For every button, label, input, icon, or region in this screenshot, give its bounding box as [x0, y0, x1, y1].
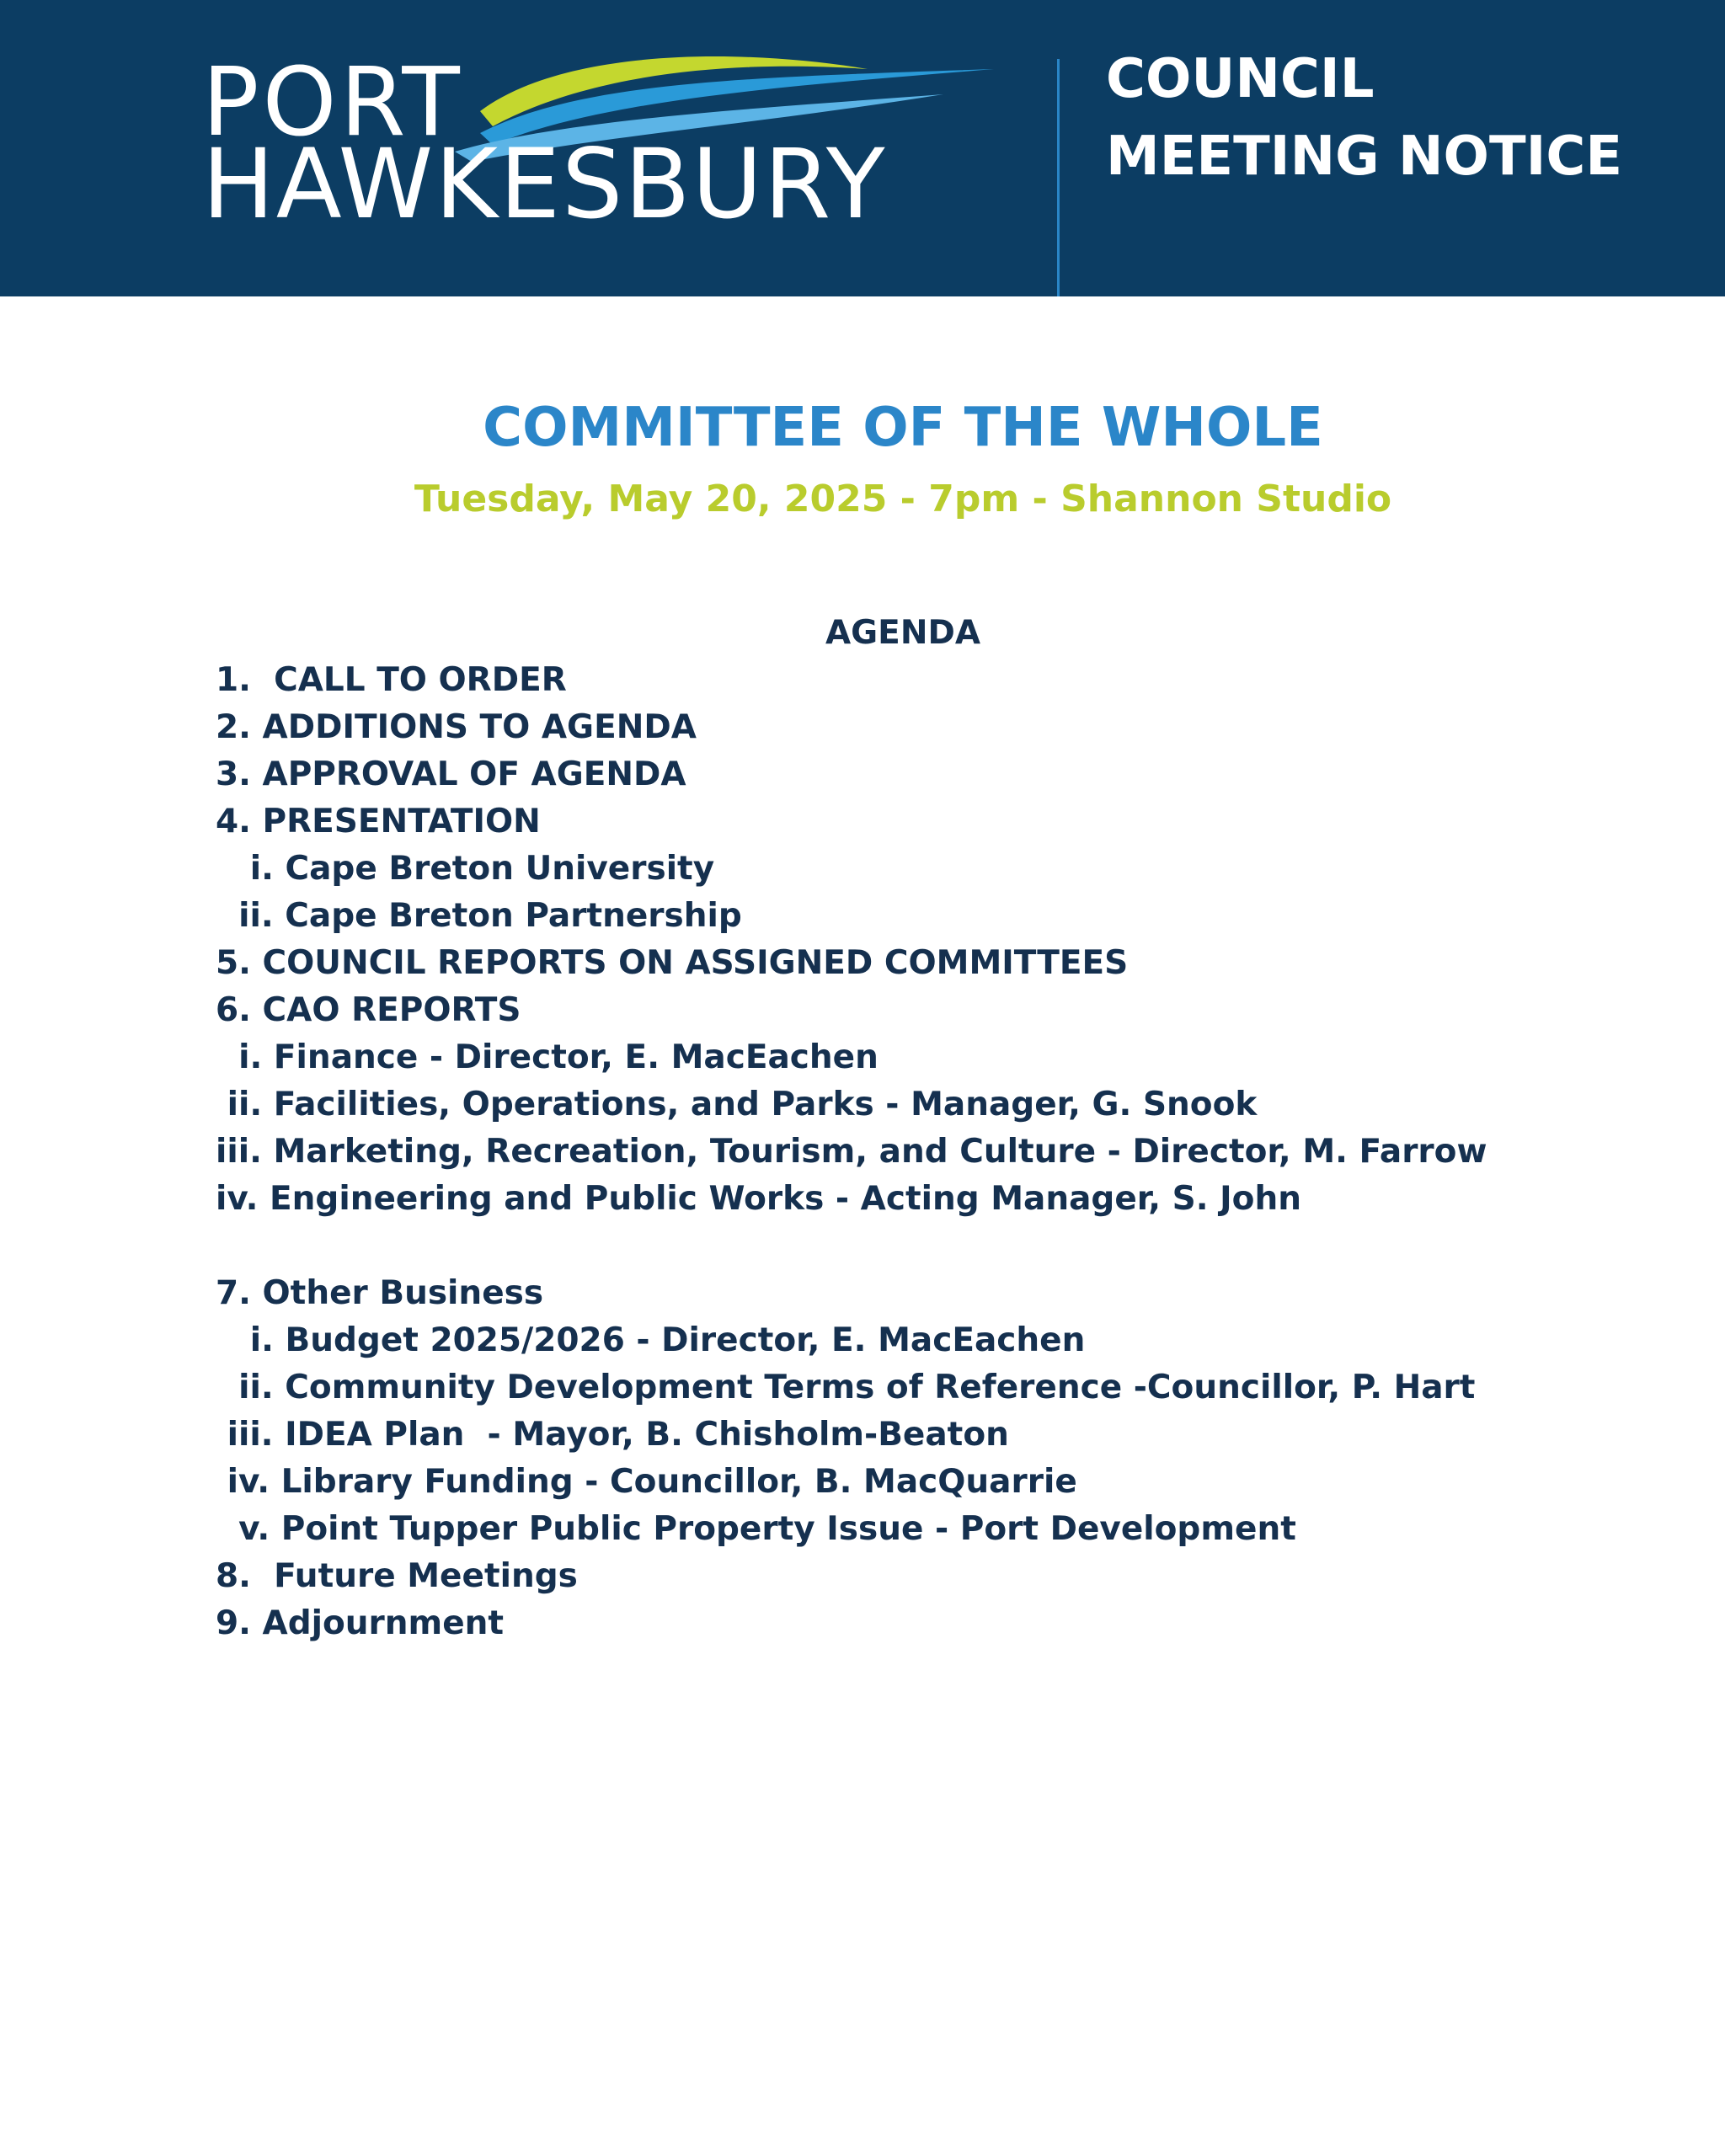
agenda-item: 6. CAO REPORTS	[216, 991, 521, 1029]
logo-word-hawkesbury: HAWKESBURY	[202, 128, 887, 240]
agenda-item: 8. Future Meetings	[216, 1557, 578, 1595]
agenda-item: 5. COUNCIL REPORTS ON ASSIGNED COMMITTEES	[216, 944, 1129, 982]
agenda-subitem: iv. Library Funding - Councillor, B. MacQuarrie	[216, 1463, 1077, 1501]
agenda-item: 2. ADDITIONS TO AGENDA	[216, 708, 697, 746]
agenda-subitem: ii. Cape Breton Partnership	[216, 897, 742, 935]
agenda-subitem: i. Cape Breton University	[216, 850, 715, 888]
header-divider	[1057, 59, 1060, 296]
agenda-item: 1. CALL TO ORDER	[216, 661, 567, 699]
header-banner	[0, 0, 1725, 296]
agenda-subitem: i. Finance - Director, E. MacEachen	[216, 1038, 879, 1076]
agenda-subitem: ii. Facilities, Operations, and Parks - Manager, G. Snook	[216, 1086, 1258, 1123]
agenda-item: 4. PRESENTATION	[216, 803, 541, 841]
agenda-subitem: iii. Marketing, Recreation, Tourism, and Culture - Director, M. Farrow	[216, 1133, 1487, 1171]
notice-line-2: MEETING NOTICE	[1106, 125, 1623, 188]
agenda-item: 3. APPROVAL OF AGENDA	[216, 755, 686, 793]
logo-word-port: PORT	[202, 48, 463, 157]
agenda-subitem: v. Point Tupper Public Property Issue - Port Development	[216, 1510, 1296, 1548]
agenda-spacer	[216, 1223, 1563, 1270]
meeting-title: COMMITTEE OF THE WHOLE	[483, 397, 1323, 459]
agenda-item: 9. Adjournment	[216, 1604, 505, 1642]
agenda-subitem: ii. Community Development Terms of Reference -Councillor, P. Hart	[216, 1369, 1476, 1406]
meeting-notice-label	[1106, 40, 1622, 195]
agenda-subitem: i. Budget 2025/2026 - Director, E. MacEachen	[216, 1321, 1086, 1359]
meeting-details: Tuesday, May 20, 2025 - 7pm - Shannon Studio	[414, 478, 1392, 520]
agenda-subitem: iii. IDEA Plan - Mayor, B. Chisholm-Beaton	[216, 1416, 1009, 1454]
port-hawkesbury-logo	[202, 48, 1011, 254]
agenda-item: 7. Other Business	[216, 1274, 544, 1312]
agenda-list	[216, 657, 1563, 1647]
agenda-heading: AGENDA	[825, 614, 981, 652]
notice-line-1: COUNCIL	[1106, 48, 1375, 110]
agenda-subitem: iv. Engineering and Public Works - Acting Manager, S. John	[216, 1180, 1301, 1218]
